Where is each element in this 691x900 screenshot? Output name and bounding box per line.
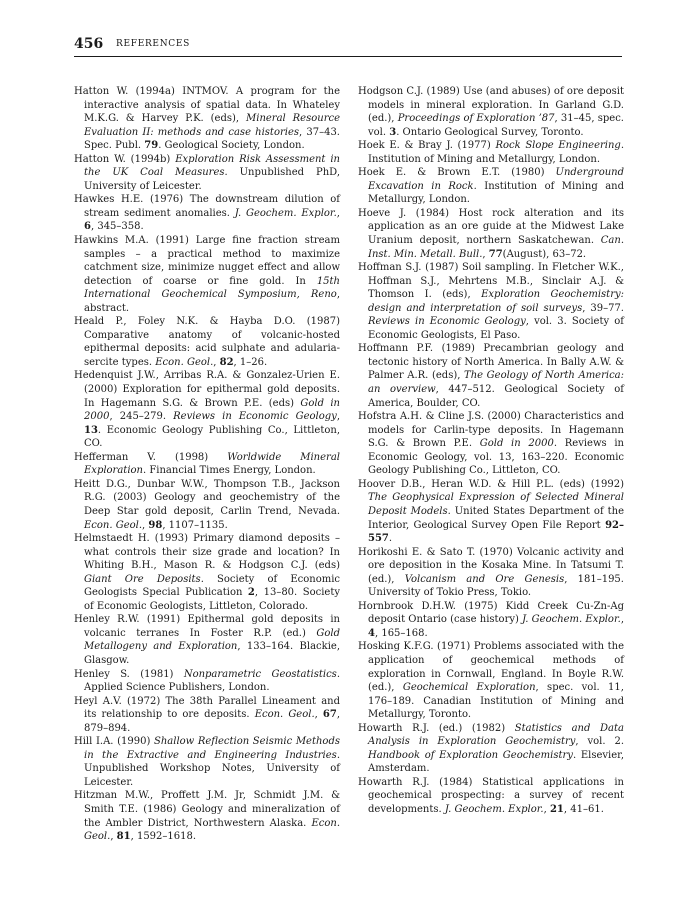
reference-entry xyxy=(74,369,340,450)
reference-entry xyxy=(358,166,624,207)
reference-entry xyxy=(358,600,624,641)
reference-text: Howarth R.J. (1984) Statistical applications in geochemical prospecting: a survey of recent developments. xyxy=(358,776,624,815)
reference-text: , xyxy=(482,248,489,260)
reference-text: Hitzman M.W., Proffett J.M. Jr, Schmidt J.M. & Smith T.E. (1986) Geology and mineralization of the Ambler District, Northwestern Alaska. xyxy=(74,790,340,829)
reference-text: , 245–279. xyxy=(109,411,174,423)
reference-text: Reviews in Economic Geology xyxy=(173,411,337,423)
reference-entry xyxy=(74,668,340,695)
reference-text: Hill I.A. (1990) xyxy=(74,736,154,748)
reference-text: 15th International Geochemical Symposium, Reno xyxy=(84,275,340,301)
reference-entry xyxy=(358,722,624,776)
reference-text: Econ. Geol. xyxy=(155,356,214,368)
reference-text: 98 xyxy=(148,519,163,531)
reference-text: . Institution of Mining and Metallurgy, London. xyxy=(368,140,624,165)
reference-text: . Applied Science Publishers, London. xyxy=(84,668,340,694)
reference-text: (August), 63–72. xyxy=(502,248,587,260)
reference-text: Hawkins M.A. (1991) Large fine fraction stream samples – a practical method to maximize catchment size, minimize nugget effect and allow detection of coarse or fine gold. In xyxy=(74,235,340,287)
reference-text: Hoffman S.J. (1987) Soil sampling. In Fletcher W.K., Hoffman S.J., Mehrtens M.B., Sinclair A.J. & Thomson I. (eds), xyxy=(358,262,624,301)
reference-text: , xyxy=(142,519,149,531)
reference-entry xyxy=(358,261,624,342)
reference-text: 4 xyxy=(368,627,375,639)
reference-text: 81 xyxy=(116,831,131,843)
reference-entry xyxy=(358,342,624,410)
reference-entry xyxy=(74,478,340,532)
reference-text: , 879–894. xyxy=(84,709,341,734)
reference-text: , xyxy=(336,207,340,219)
reference-entry xyxy=(74,451,340,478)
reference-entry xyxy=(74,153,340,194)
reference-text: Hatton W. (1994a) INTMOV. A program for the interactive analysis of spatial data. In Whateley M.K.G. & Harvey P.K. (eds), xyxy=(74,86,340,125)
reference-text: Mineral Resource Evaluation II: methods and case histories xyxy=(84,113,340,138)
reference-text: 67 xyxy=(322,709,337,721)
reference-text: Gold in 2000 xyxy=(84,397,340,423)
reference-text: Horikoshi E. & Sato T. (1970) Volcanic activity and ore deposition in the Kosaka Mine. In Tatsumi T. (ed.), xyxy=(358,546,624,585)
reference-text: Heitt D.G., Dunbar W.W., Thompson T.B., Jackson R.G. (2003) Geology and geochemistry of the Deep Star gold deposit, Carlin Trend, Nevada. xyxy=(74,478,340,517)
reference-text: , 1107–1135. xyxy=(162,519,228,531)
reference-entry xyxy=(74,735,340,789)
running-title: REFERENCES xyxy=(116,39,191,49)
reference-text: , 1592–1618. xyxy=(130,831,197,843)
reference-text: , spec. vol. 11, 176–189. Canadian Institution of Mining and Metallurgy, Toronto. xyxy=(368,682,624,721)
reference-text: Volcanism and Ore Genesis xyxy=(404,573,565,585)
reference-text: Can. Inst. Min. Metall. Bull. xyxy=(368,235,624,260)
reference-text: . Institution of Mining and Metallurgy, London. xyxy=(368,180,624,206)
reference-entry xyxy=(358,640,624,721)
reference-text: , 133–164. Blackie, Glasgow. xyxy=(84,641,340,666)
reference-text: Helmstaedt H. (1993) Primary diamond deposits – what controls their size grade and location? In Whiting B.H., Mason R. & Hodgson C.J. (eds) xyxy=(74,533,340,572)
reference-text: . Ontario Geological Survey, Toronto. xyxy=(396,126,584,138)
reference-entry xyxy=(74,532,340,613)
reference-entry xyxy=(358,139,624,166)
reference-text: Hofstra A.H. & Cline J.S. (2000) Characteristics and models for Carlin-type deposits. In Hagemann S.G. & Brown P.E. xyxy=(358,411,624,450)
reference-text: Reviews in Economic Geology xyxy=(368,316,526,328)
reference-text: Hoek E. & Brown E.T. (1980) xyxy=(358,167,556,179)
reference-entry xyxy=(74,315,340,369)
reference-text: 79 xyxy=(144,140,159,152)
reference-text: . Unpublished Workshop Notes, University of Leicester. xyxy=(84,749,340,788)
reference-text: Econ. Geol. xyxy=(84,519,143,531)
reference-text: Hefferman V. (1998) xyxy=(74,451,228,463)
reference-text: , xyxy=(336,411,340,423)
reference-text: Hosking K.F.G. (1971) Problems associated with the application of geochemical methods of exploration in Cornwall, England. In Boyle R.W. (ed.), xyxy=(358,641,624,694)
reference-text: Geochemical Exploration xyxy=(402,682,536,694)
reference-entry xyxy=(74,85,340,153)
reference-text: , 165–168. xyxy=(374,627,428,639)
reference-entry xyxy=(358,546,624,600)
reference-entry xyxy=(74,613,340,667)
reference-entry xyxy=(358,410,624,478)
reference-text: . Economic Geology Publishing Co., Littleton, CO. xyxy=(84,424,340,450)
reference-text: Hoover D.B., Heran W.D. & Hill P.L. (eds) (1992) xyxy=(358,478,624,490)
header-rule xyxy=(74,56,622,57)
reference-text: . Financial Times Energy, London. xyxy=(142,465,316,477)
reference-text: , 345–358. xyxy=(90,221,144,233)
reference-text: , 181–195. University of Tokio Press, Tokio. xyxy=(368,573,624,599)
reference-text: Hawkes H.E. (1976) The downstream dilution of stream sediment anomalies. xyxy=(74,194,340,219)
reference-text: 13 xyxy=(84,424,98,436)
reference-text: . Society of Economic Geologists Special Publication xyxy=(84,573,341,599)
reference-entry xyxy=(358,85,624,139)
reference-entry xyxy=(74,193,340,234)
reference-text: J. Geochem. Explor. xyxy=(234,207,337,219)
reference-text: Econ. Geol. xyxy=(254,709,315,721)
reference-text: 3 xyxy=(389,126,397,138)
reference-column-right xyxy=(358,85,624,817)
reference-entry xyxy=(74,789,340,843)
reference-text: Handbook of Exploration Geochemistry xyxy=(368,749,573,761)
reference-text: Rock Slope Engineering xyxy=(495,140,621,152)
reference-text: Henley S. (1981) xyxy=(74,668,184,680)
reference-text: Hedenquist J.W., Arribas R.A. & Gonzalez-Urien E. (2000) Exploration for epithermal gold deposits. In Hagemann S.G. & Brown P.E. (eds) xyxy=(74,370,340,409)
reference-text: Heyl A.V. (1972) The 38th Parallel Lineament and its relationship to ore deposits. xyxy=(74,695,340,721)
page-number: 456 xyxy=(74,36,104,52)
reference-text: Econ. Geol. xyxy=(84,817,340,843)
reference-text: Gold Metallogeny and Exploration xyxy=(84,627,340,653)
reference-entry xyxy=(74,234,340,315)
reference-entry xyxy=(358,478,624,546)
reference-text: , vol. 3. Society of Economic Geologists, El Paso. xyxy=(368,316,624,341)
reference-text: Hatton W. (1994b) xyxy=(74,153,176,165)
reference-text: The Geophysical Expression of Selected Mineral Deposit Models xyxy=(368,492,624,517)
reference-text: Hoeve J. (1984) Host rock alteration and its application as an ore guide at the Midwest Lake Uranium deposit, northern Saskatchewan. xyxy=(358,207,624,247)
reference-text: 2 xyxy=(247,587,255,599)
reference-text: , xyxy=(314,709,323,721)
reference-text: Exploration Risk Assessment in the UK Coal Measures xyxy=(84,153,340,179)
reference-text: J. Geochem. Explor. xyxy=(522,614,621,626)
reference-text: Worldwide Mineral Exploration xyxy=(84,451,340,477)
reference-text: J. Geochem. Explor. xyxy=(444,803,544,815)
running-header xyxy=(74,36,622,56)
reference-text: The Geology of North America: an overview xyxy=(368,370,625,396)
reference-text: Shallow Reflection Seismic Methods in the Extractive and Engineering Industries xyxy=(84,736,340,761)
reference-text: Hornbrook D.H.W. (1975) Kidd Creek Cu-Zn-Ag deposit Ontario (case history) xyxy=(358,600,624,626)
reference-text: , 39–77. xyxy=(582,302,624,314)
reference-text: , 1–26. xyxy=(233,356,268,368)
reference-text: Giant Ore Deposits xyxy=(84,573,201,585)
reference-text: Hodgson C.J. (1989) Use (and abuses) of ore deposit models in mineral exploration. In Garland G.D. (ed.), xyxy=(358,86,624,125)
reference-text: 82 xyxy=(219,356,234,368)
reference-text: Statistics and Data Analysis in Exploration Geochemistry xyxy=(368,722,624,748)
reference-text: Heald P., Foley N.K. & Hayba D.O. (1987) Comparative anatomy of volcanic-hosted epithermal deposits: acid sulphate and adularia-sercite types. xyxy=(74,316,340,368)
reference-text: . United States Department of the Interior, Geological Survey Open File Report xyxy=(368,505,624,531)
reference-text: Exploration Geochemistry: design and interpretation of soil surveys xyxy=(368,289,624,314)
reference-text: . Geological Society, London. xyxy=(158,140,305,152)
reference-column-left xyxy=(74,85,340,844)
reference-text: , xyxy=(213,356,220,368)
reference-text: Henley R.W. (1991) Epithermal gold deposits in volcanic terranes In Foster R.P. (ed.) xyxy=(74,614,340,639)
reference-text: , xyxy=(543,803,550,815)
reference-entry xyxy=(74,695,340,736)
reference-text: , vol. 2. xyxy=(575,736,625,748)
reference-text: . Elsevier, Amsterdam. xyxy=(368,749,624,775)
reference-text: 77 xyxy=(488,248,503,260)
reference-text: , 13–80. Society of Economic Geologists, Littleton, Colorado. xyxy=(84,587,340,612)
reference-text: 6 xyxy=(84,221,91,233)
reference-text: Hoek E. & Bray J. (1977) xyxy=(358,140,496,152)
reference-text: 21 xyxy=(549,803,564,815)
reference-entry xyxy=(358,207,624,261)
reference-text: . xyxy=(388,533,393,545)
reference-text: . Unpublished PhD, University of Leicester. xyxy=(84,167,340,192)
reference-text: Hoffmann P.F. (1989) Precambrian geology and tectonic history of North America. In Bally A.W. & Palmer A.R. (eds), xyxy=(358,343,624,382)
reference-text: , xyxy=(110,831,117,843)
reference-text: , 31–45, spec. vol. xyxy=(368,113,624,138)
reference-text: Nonparametric Geostatistics xyxy=(183,668,337,680)
reference-text: Underground Excavation in Rock xyxy=(368,167,624,192)
reference-text: 92–557 xyxy=(368,519,624,545)
reference-text: Howarth R.J. (ed.) (1982) xyxy=(358,722,515,734)
reference-entry xyxy=(358,776,624,817)
reference-text: , xyxy=(620,614,625,626)
reference-text: , 41–61. xyxy=(563,803,604,815)
reference-text: . Reviews in Economic Geology, vol. 13, 163–220. Economic Geology Publishing Co., Littleton, CO. xyxy=(368,438,624,477)
reference-text: , abstract. xyxy=(84,289,340,314)
reference-text: Proceedings of Exploration ’87 xyxy=(397,113,555,125)
reference-text: , 37–43. Spec. Publ. xyxy=(84,126,340,152)
reference-text: Gold in 2000 xyxy=(479,438,554,450)
reference-text: , 447–512. Geological Society of America, Boulder, CO. xyxy=(368,384,624,409)
